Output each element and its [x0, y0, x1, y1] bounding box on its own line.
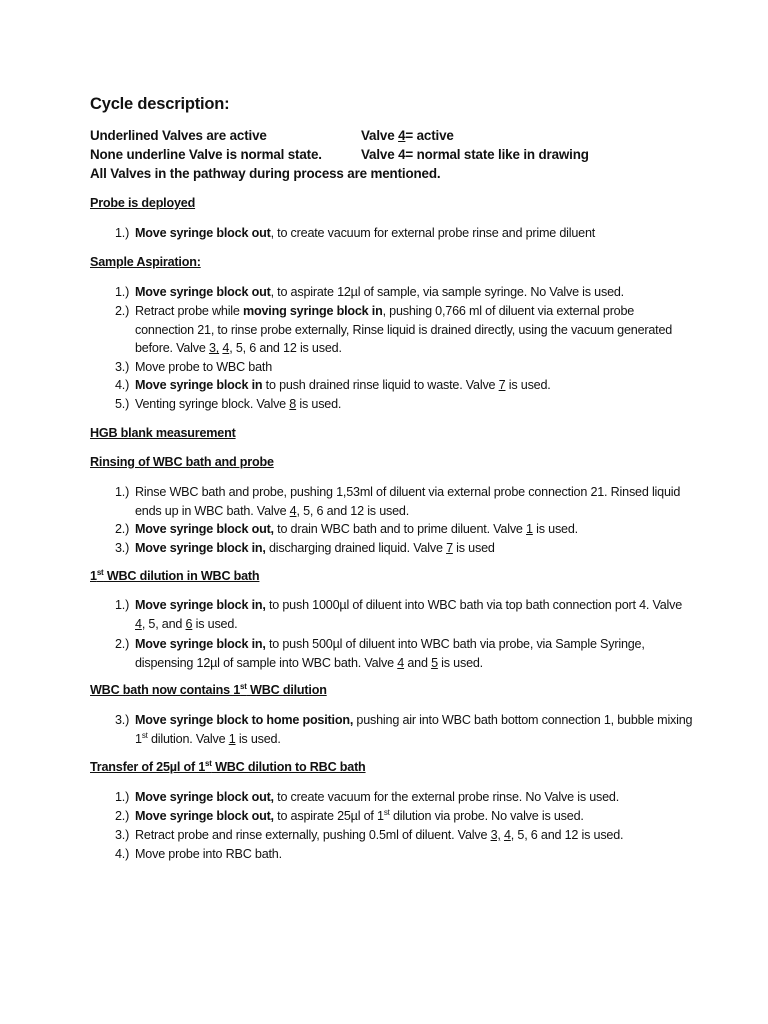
list-item-number: 1.) — [115, 226, 130, 240]
list-item-number: 1.) — [115, 790, 130, 804]
list-item-number: 3.) — [115, 360, 130, 374]
section-heading-probe-deployed: Probe is deployed — [90, 196, 196, 210]
intro-valve-state: = active — [405, 128, 454, 143]
list-item-text: Move syringe block in, discharging drained liquid. Valve 7 is used — [135, 541, 495, 555]
list-item-text: Move syringe block out, to aspirate 25µl of 1st dilution via probe. No valve is used. — [135, 808, 584, 823]
list-item-text: Retract probe and rinse externally, pushing 0.5ml of diluent. Valve 3, 4, 5, 6 and 12 is used. — [135, 828, 624, 842]
list-item-number: 2.) — [115, 522, 130, 536]
list-item-number: 2.) — [115, 809, 130, 823]
intro-line-2-right: Valve 4= normal state like in drawing — [361, 147, 589, 162]
list-item-number: 1.) — [115, 598, 130, 612]
intro-line-1-left: Underlined Valves are active — [90, 128, 267, 143]
list-item-text: Venting syringe block. Valve 8 is used. — [135, 397, 342, 411]
intro-line-1-right — [361, 128, 454, 143]
section-heading-rinsing: Rinsing of WBC bath and probe — [90, 455, 274, 469]
list-item-number: 2.) — [115, 304, 130, 318]
list-item-number: 1.) — [115, 285, 130, 299]
list-item-text: Move syringe block in, to push 500µl of diluent into WBC bath via probe, via Sample Syringe, dispensing 12µl of sample into WBC bath. Valve 4 and 5 is used. — [135, 637, 645, 670]
list-item-text: Move probe to WBC bath — [135, 360, 272, 374]
list-item-number: 3.) — [115, 541, 130, 555]
list-item-number: 1.) — [115, 485, 130, 499]
list-item-text: Move syringe block in, to push 1000µl of diluent into WBC bath via top bath connection port 4. Valve 4, 5, and 6 is used. — [135, 598, 683, 631]
list-item-text: Move syringe block out, to create vacuum for external probe rinse and prime diluent — [135, 226, 596, 240]
intro-line-1 — [90, 128, 454, 143]
intro-line-3-left: All Valves in the pathway during process are mentioned. — [90, 166, 441, 181]
list-item-number: 3.) — [115, 713, 130, 727]
section-heading-hgb-blank: HGB blank measurement — [90, 426, 236, 440]
list-item-number: 5.) — [115, 397, 130, 411]
list-item-text: Retract probe while moving syringe block in, pushing 0,766 ml of diluent via external probe connection 21, to rinse probe externally, Rinse liquid is drained directly, using the vacuum generated before. Valve 3, 4, 5, 6 and 12 is used. — [135, 304, 673, 356]
section-heading-transfer: Transfer of 25µl of 1st WBC dilution to RBC bath — [90, 759, 366, 774]
list-item-text: Move syringe block to home position, pushing air into WBC bath bottom connection 1, bubble mixing 1st dilution. Valve 1 is used. — [135, 713, 693, 746]
list-item-text: Move syringe block out, to drain WBC bath and to prime diluent. Valve 1 is used. — [135, 522, 578, 536]
list-item-text: Move probe into RBC bath. — [135, 847, 282, 861]
section-heading-sample-aspiration: Sample Aspiration: — [90, 255, 201, 269]
section-heading-first-dilution: 1st WBC dilution in WBC bath — [90, 568, 260, 583]
intro-valve-number: 4 — [398, 128, 406, 143]
list-item-number: 4.) — [115, 847, 130, 861]
list-item-number: 2.) — [115, 637, 130, 651]
intro-line-2-left: None underline Valve is normal state. — [90, 147, 322, 162]
list-item-number: 3.) — [115, 828, 130, 842]
list-item-text: Move syringe block in to push drained rinse liquid to waste. Valve 7 is used. — [135, 378, 551, 392]
section-heading-bath-contains: WBC bath now contains 1st WBC dilution — [90, 682, 327, 697]
list-item-number: 4.) — [115, 378, 130, 392]
intro-line-3 — [90, 166, 440, 181]
intro-valve-label: Valve — [361, 128, 399, 143]
intro-line-2 — [90, 147, 589, 162]
page-title: Cycle description: — [90, 95, 230, 113]
list-item-text: Rinse WBC bath and probe, pushing 1,53ml of diluent via external probe connection 21. Rinsed liquid ends up in WBC bath. Valve 4, 5, 6 and 12 is used. — [135, 485, 681, 518]
list-item-text: Move syringe block out, to aspirate 12µl of sample, via sample syringe. No Valve is used. — [135, 285, 624, 299]
list-item-text: Move syringe block out, to create vacuum for the external probe rinse. No Valve is used. — [135, 790, 620, 804]
